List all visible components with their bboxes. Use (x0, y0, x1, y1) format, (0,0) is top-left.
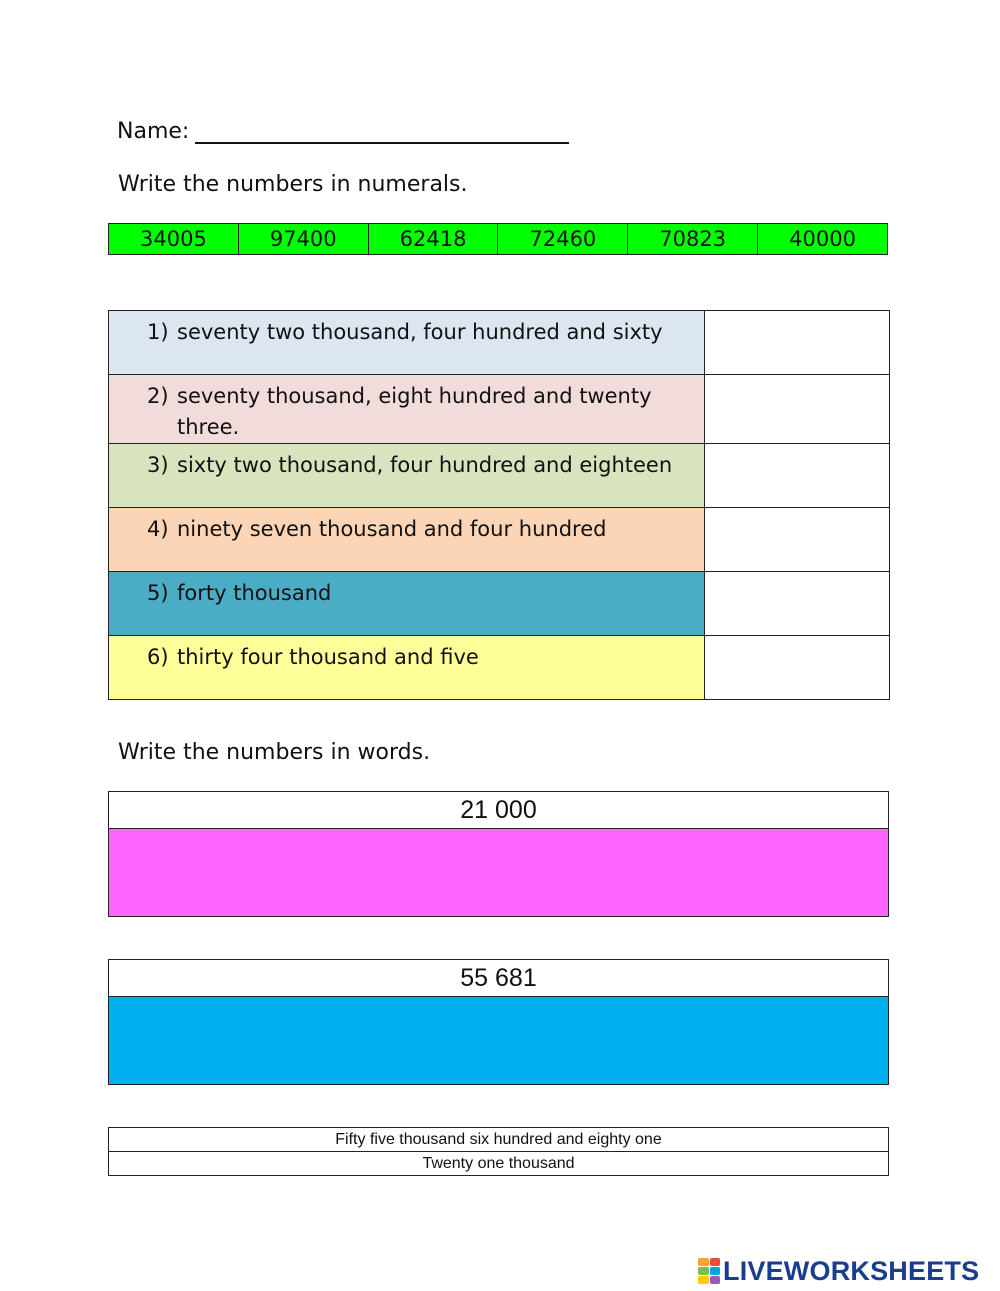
question-row (109, 444, 890, 508)
word-choice[interactable]: Fifty five thousand six hundred and eighty one (109, 1128, 889, 1152)
question-number: 6) (147, 645, 169, 669)
words-box-number: 21 000 (109, 792, 888, 829)
answer-drop-box[interactable] (705, 311, 890, 375)
instruction-numerals: Write the numbers in numerals. (118, 172, 468, 197)
answer-bank-item[interactable]: 40000 (789, 227, 856, 251)
answer-drop-box[interactable] (705, 508, 890, 572)
answer-bank-item[interactable]: 34005 (109, 224, 239, 254)
words-box (108, 959, 889, 1085)
question-text: thirty four thousand and five (177, 645, 479, 669)
question-number: 4) (147, 517, 169, 541)
answer-bank-item[interactable]: 70823 (628, 224, 758, 254)
answer-bank-item[interactable]: 97400 (239, 224, 369, 254)
words-answer-area[interactable] (109, 997, 888, 1084)
answer-drop-box[interactable] (705, 636, 890, 700)
question-row (109, 636, 890, 700)
question-text: seventy thousand, eight hundred and twenty three. (177, 384, 652, 439)
name-label: Name: (117, 119, 190, 144)
liveworksheets-logo (698, 1253, 979, 1289)
question-row (109, 311, 890, 375)
question-number: 2) (147, 384, 169, 408)
answer-bank-item[interactable]: 72460 (498, 224, 628, 254)
words-box (108, 791, 889, 917)
question-cell (109, 636, 705, 700)
question-cell (109, 444, 705, 508)
question-text: ninety seven thousand and four hundred (177, 517, 607, 541)
answer-drop-box[interactable] (705, 375, 890, 444)
answer-bank (108, 223, 888, 255)
question-number: 1) (147, 320, 169, 344)
question-cell (109, 375, 705, 444)
word-choice[interactable]: Twenty one thousand (109, 1152, 889, 1176)
answer-drop-box[interactable] (705, 444, 890, 508)
logo-mark-icon (698, 1258, 720, 1284)
words-answer-area[interactable] (109, 829, 888, 916)
question-cell (109, 508, 705, 572)
instruction-words: Write the numbers in words. (118, 740, 431, 765)
name-input-line[interactable] (195, 118, 569, 144)
words-box-number: 55 681 (109, 960, 888, 997)
question-text: forty thousand (177, 581, 332, 605)
question-row (109, 572, 890, 636)
answer-drop-box[interactable] (705, 572, 890, 636)
questions-table (108, 310, 890, 700)
question-row (109, 508, 890, 572)
question-cell (109, 311, 705, 375)
name-field-row (117, 118, 569, 144)
question-row (109, 375, 890, 444)
logo-text: LIVEWORKSHEETS (723, 1255, 980, 1286)
answer-bank-item[interactable]: 62418 (369, 224, 499, 254)
question-number: 5) (147, 581, 169, 605)
word-choices-table (108, 1127, 889, 1176)
question-text: seventy two thousand, four hundred and sixty (177, 320, 663, 344)
question-text: sixty two thousand, four hundred and eighteen (177, 453, 673, 477)
question-cell (109, 572, 705, 636)
question-number: 3) (147, 453, 169, 477)
